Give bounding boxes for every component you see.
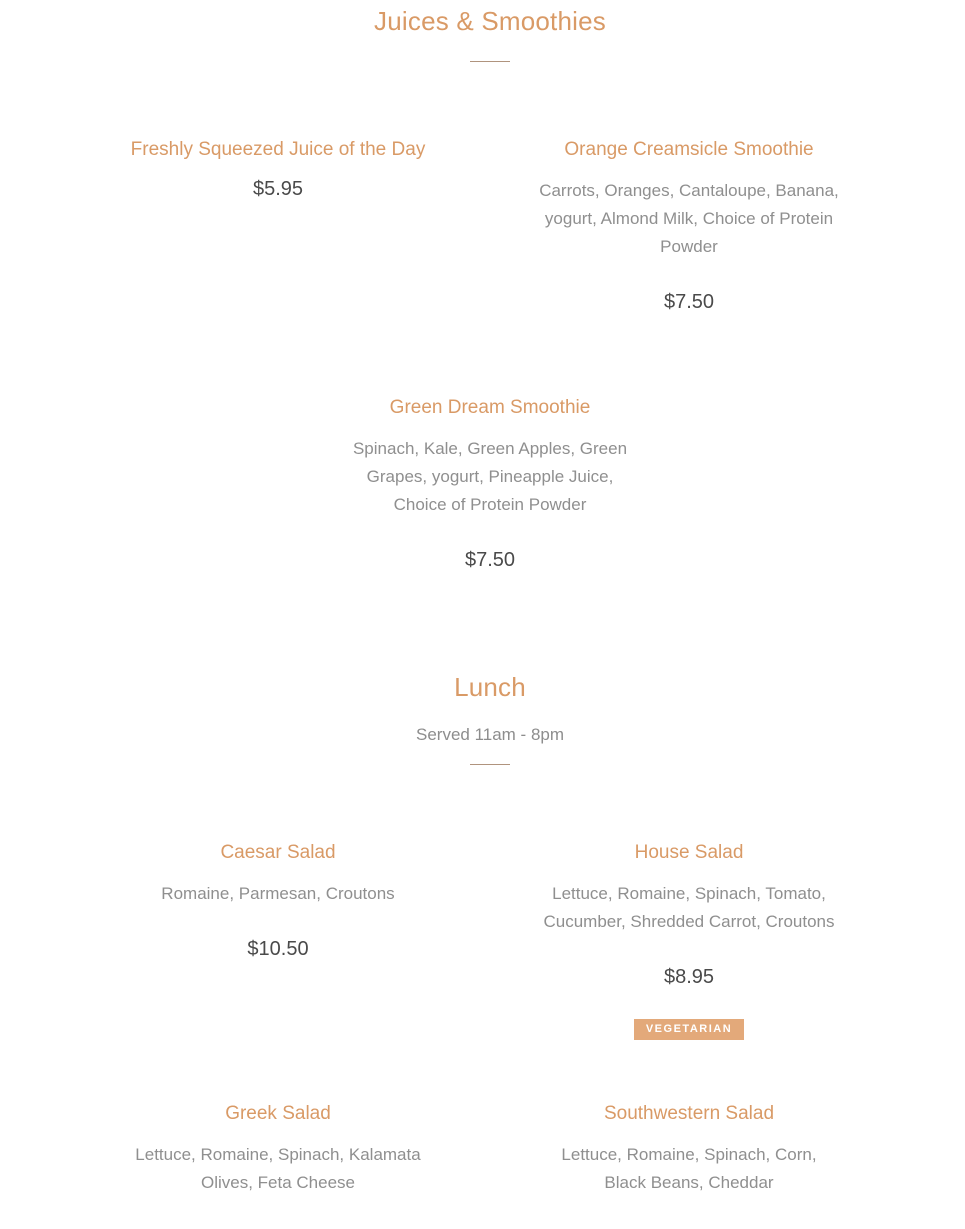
menu-item-southwestern-salad bbox=[539, 1102, 839, 1197]
item-description: Lettuce, Romaine, Spinach, Tomato, Cucumber, Shredded Carrot, Croutons bbox=[543, 884, 835, 931]
item-name: Freshly Squeezed Juice of the Day bbox=[130, 139, 426, 160]
menu-item-greek-salad bbox=[128, 1102, 428, 1197]
item-name: Southwestern Salad bbox=[603, 1103, 775, 1124]
item-price: $8.95 bbox=[663, 966, 715, 988]
menu-item-caesar-salad bbox=[128, 841, 428, 961]
section-divider bbox=[470, 61, 510, 62]
item-description: Romaine, Parmesan, Croutons bbox=[161, 884, 395, 903]
item-name: Green Dream Smoothie bbox=[389, 397, 591, 418]
section-subtitle: Served 11am - 8pm bbox=[415, 725, 565, 744]
menu-item-green-dream bbox=[340, 396, 640, 572]
menu-item-house-salad bbox=[539, 841, 839, 1040]
section-title-lunch: Lunch bbox=[454, 672, 526, 702]
section-divider bbox=[470, 764, 510, 765]
section-title-juices: Juices & Smoothies bbox=[374, 6, 606, 36]
vegetarian-badge: VEGETARIAN bbox=[634, 1019, 744, 1040]
item-description: Lettuce, Romaine, Spinach, Kalamata Olives, Feta Cheese bbox=[135, 1145, 421, 1192]
item-price: $10.50 bbox=[247, 938, 309, 960]
item-price: $5.95 bbox=[252, 178, 304, 200]
item-description: Lettuce, Romaine, Spinach, Corn, Black Beans, Cheddar bbox=[561, 1145, 817, 1192]
menu-item-juice-of-the-day bbox=[128, 138, 428, 201]
menu-item-orange-creamsicle bbox=[539, 138, 839, 314]
item-name: Caesar Salad bbox=[220, 842, 336, 863]
item-name: Greek Salad bbox=[225, 1103, 331, 1124]
item-description: Carrots, Oranges, Cantaloupe, Banana, yogurt, Almond Milk, Choice of Protein Powder bbox=[539, 181, 839, 256]
item-name: Orange Creamsicle Smoothie bbox=[564, 139, 814, 160]
item-name: House Salad bbox=[634, 842, 744, 863]
item-price: $7.50 bbox=[464, 549, 516, 571]
item-price: $7.50 bbox=[663, 291, 715, 313]
item-description: Spinach, Kale, Green Apples, Green Grapes, yogurt, Pineapple Juice, Choice of Protein Powder bbox=[352, 439, 628, 514]
